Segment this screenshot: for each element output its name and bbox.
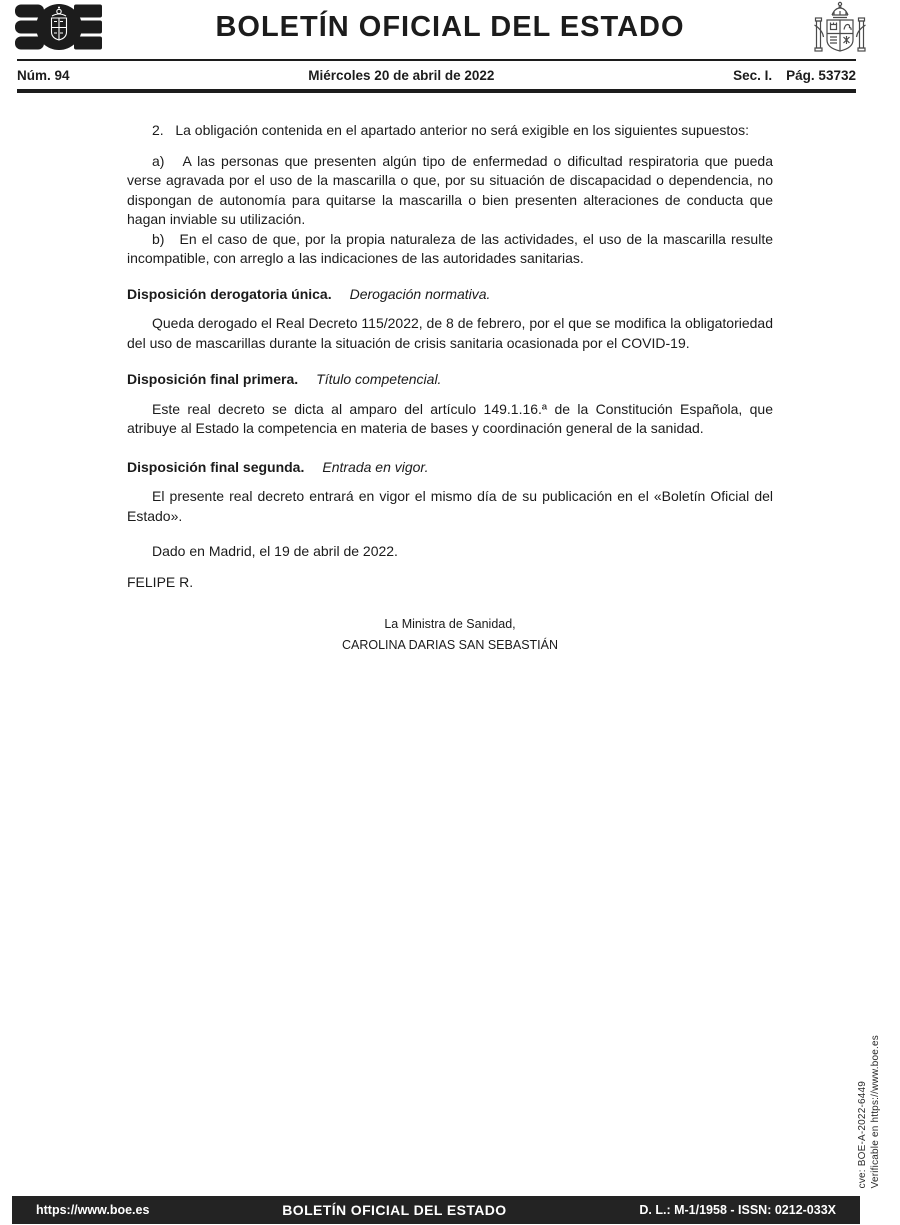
heading-italic: Entrada en vigor. [322, 458, 429, 475]
heading-bold: Disposición derogatoria única. [127, 285, 332, 302]
heading-italic: Título competencial. [316, 371, 442, 387]
paragraph-letra-b: b) En el caso de que, por la propia naturaleza de las actividades, el uso de la mascarilla resulte incompatible, con arreglo a las indicaciones de las autoridades sanitarias. [127, 230, 773, 266]
heading-italic: Derogación normativa. [349, 285, 491, 302]
masthead-title: BOLETÍN OFICIAL DEL ESTADO [215, 11, 685, 43]
footer-url: https://www.boe.es [36, 1203, 150, 1217]
minister-name: CAROLINA DARIAS SAN SEBASTIÁN [341, 638, 559, 652]
cve-vertical-text [856, 1035, 882, 1188]
paragraph-dado: Dado en Madrid, el 19 de abril de 2022. [152, 543, 398, 559]
footer-title: BOLETÍN OFICIAL DEL ESTADO [282, 1202, 507, 1218]
paragraph-apartado-2: 2. La obligación contenida en el apartado anterior no será exigible en los siguientes supuestos: [152, 122, 749, 138]
footer-legal: D. L.: M-1/1958 - ISSN: 0212-033X [639, 1203, 836, 1217]
cve-code: cve: BOE-A-2022-6449 [857, 1080, 868, 1188]
header-rule-thick [17, 89, 856, 93]
heading-disposicion-derogatoria [127, 285, 773, 305]
heading-disposicion-final-segunda [127, 458, 773, 478]
heading-disposicion-final-primera [127, 370, 773, 390]
paragraph-final-primera: Este real decreto se dicta al amparo del artículo 149.1.16.ª de la Constitución Española, que atribuye al Estado la competencia en materia de bases y coordinación general de la sanidad. [127, 400, 773, 436]
signature-minister [127, 614, 773, 656]
issue-date: Miércoles 20 de abril de 2022 [308, 67, 495, 83]
document-body [127, 121, 773, 656]
cve-verifiable: Verificable en https://www.boe.es [870, 1034, 881, 1188]
paragraph-derogatoria: Queda derogado el Real Decreto 115/2022, de 8 de febrero, por el que se modifica la obligatoriedad del uso de mascarillas durante la situación de crisis sanitaria ocasionada por el COVID-19. [127, 315, 773, 351]
header-meta-row [17, 64, 856, 86]
masthead [0, 0, 900, 58]
paragraph-final-segunda: El presente real decreto entrará en vigor el mismo día de su publicación en el «Boletín Oficial del Estado». [127, 488, 773, 524]
page-number: Pág. 53732 [786, 67, 856, 83]
header-rule-thin [17, 59, 856, 61]
section-label: Sec. I. [733, 67, 773, 83]
heading-bold: Disposición final primera. [127, 371, 299, 387]
minister-title: La Ministra de Sanidad, [384, 617, 516, 631]
footer-bar [12, 1196, 860, 1224]
paragraph-letra-a: a) A las personas que presenten algún tipo de enfermedad o dificultad respiratoria que pueda verse agravada por el uso de la mascarilla o que, por su situación de discapacidad o dependencia, no dispongan de autonomía para quitarse la mascarilla o bien presenten alteraciones de conducta que hagan inviable su utilización. [127, 152, 773, 227]
heading-bold: Disposición final segunda. [127, 458, 305, 475]
issue-number: Núm. 94 [17, 67, 70, 83]
spain-coat-of-arms-icon [813, 1, 867, 63]
signature-king: FELIPE R. [127, 573, 194, 590]
